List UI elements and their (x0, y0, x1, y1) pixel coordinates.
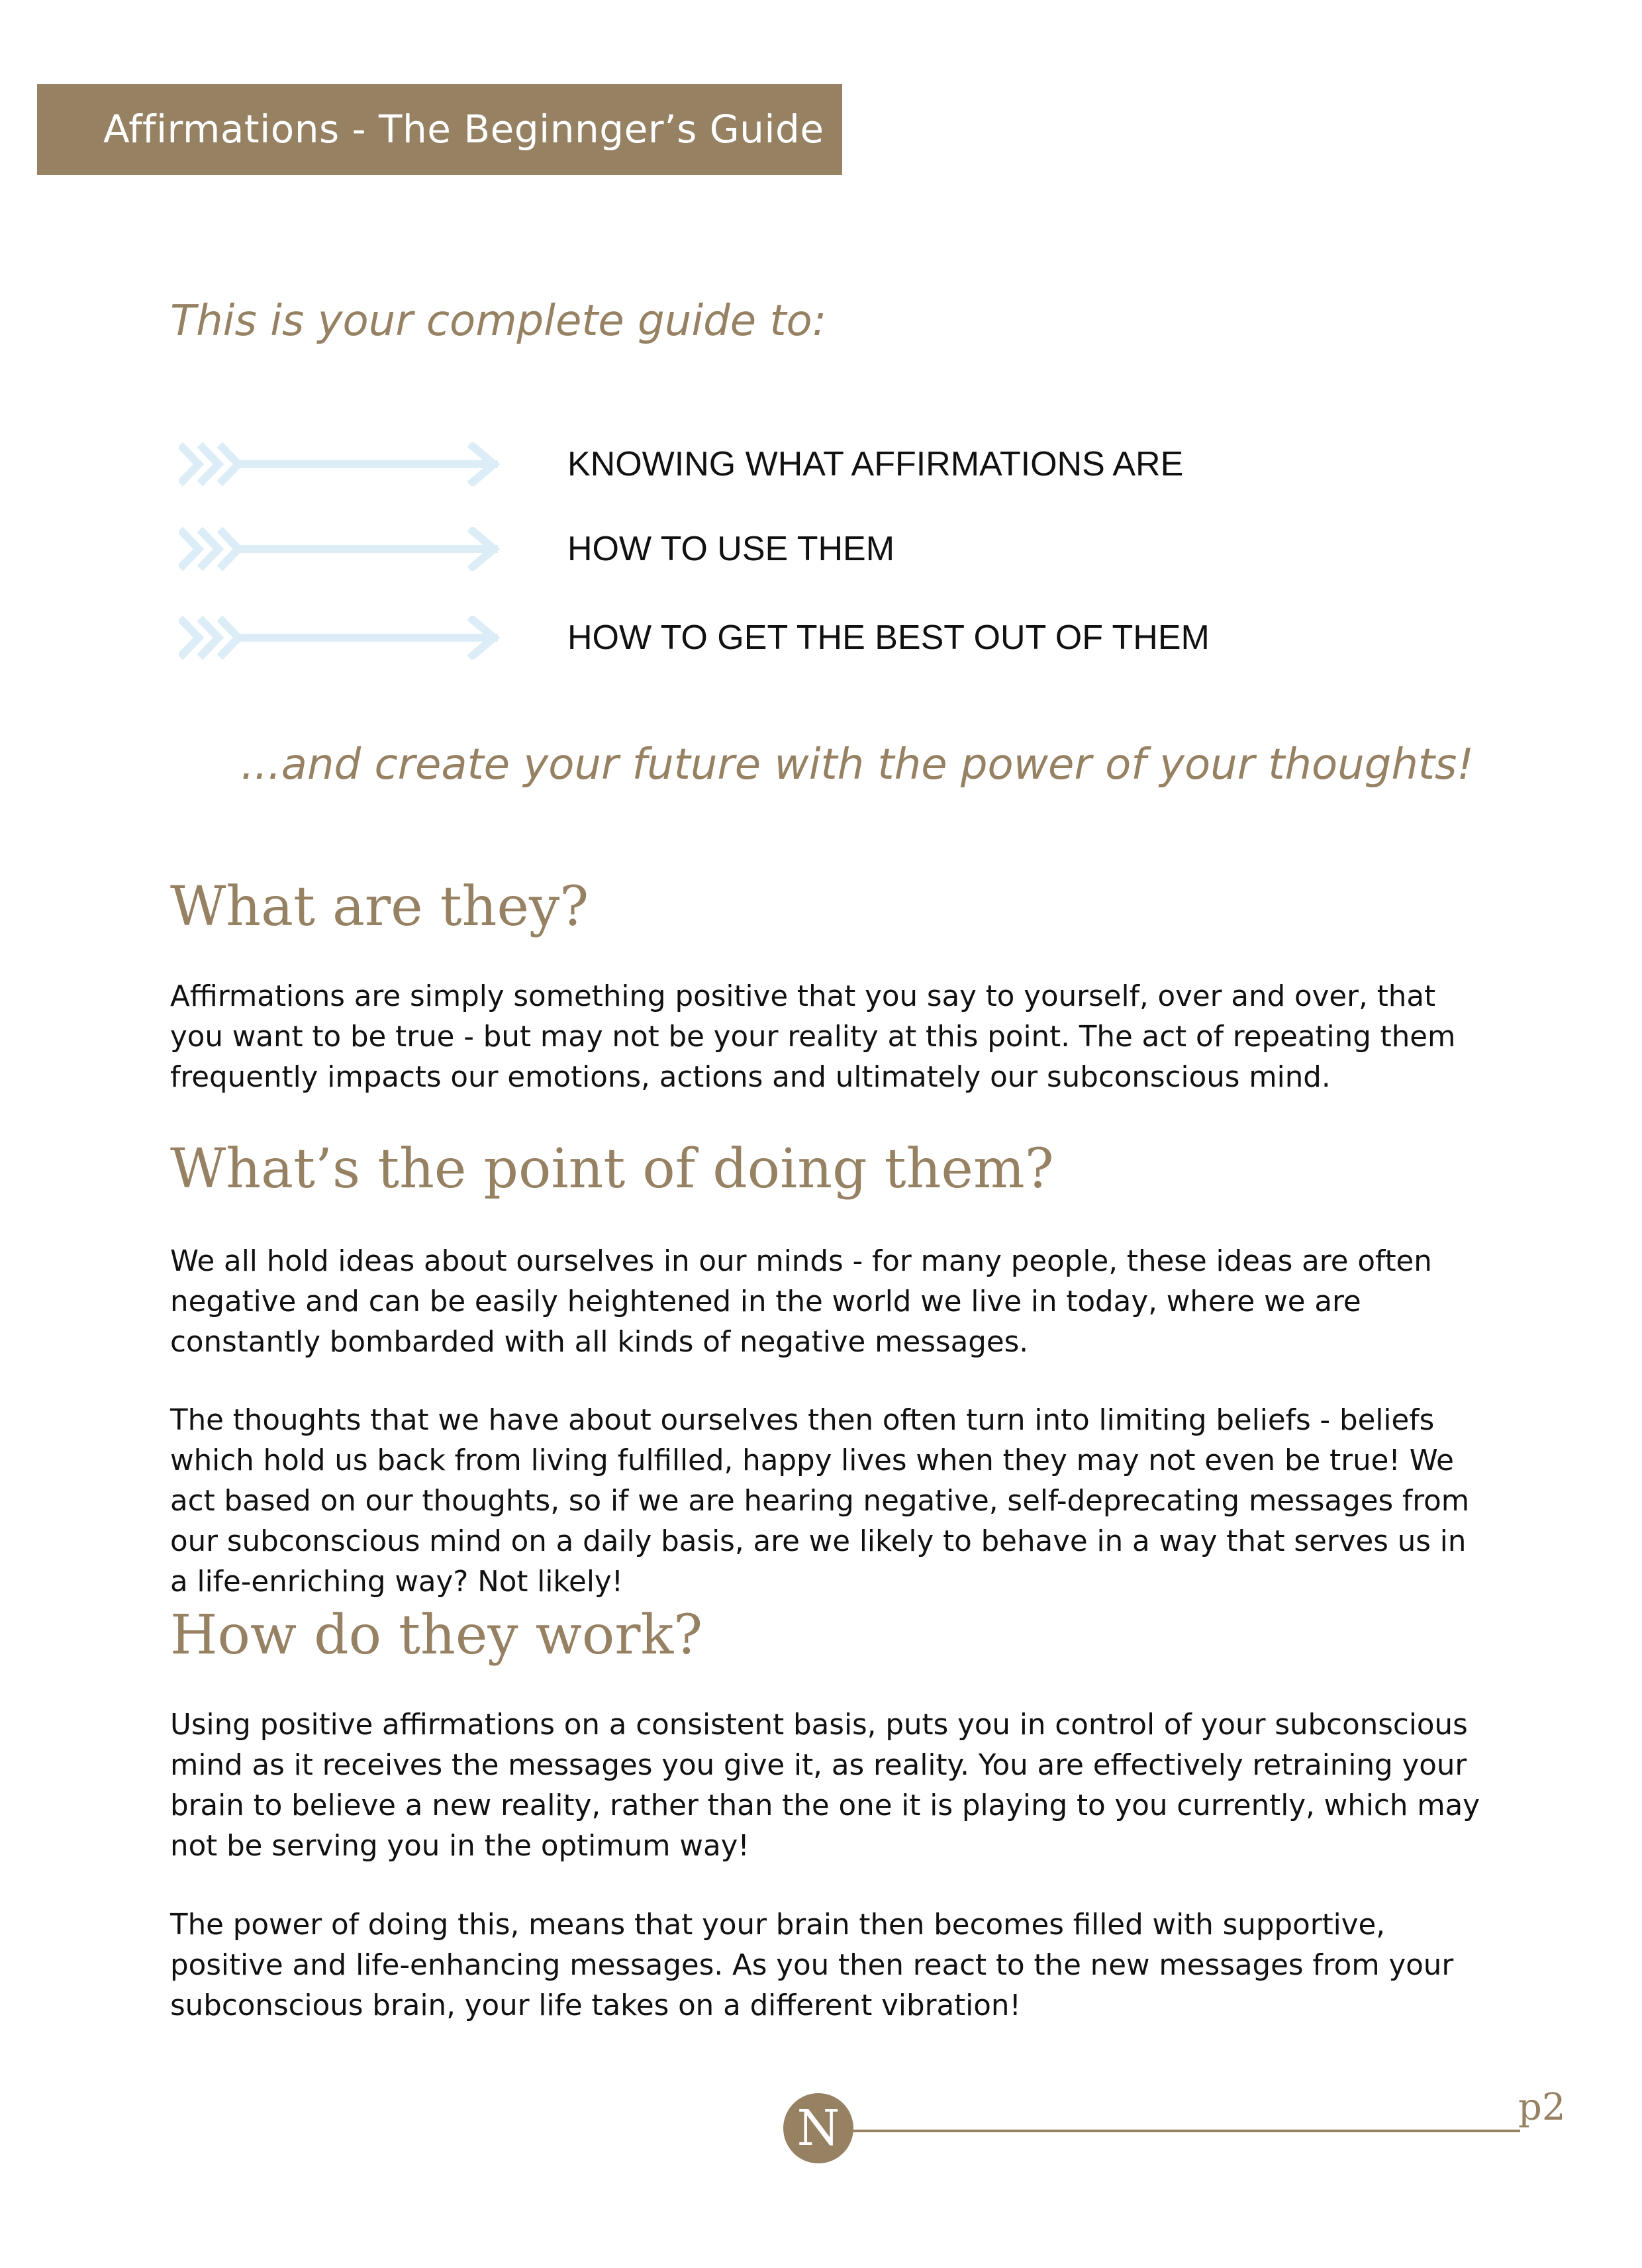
arrow-right-icon (179, 616, 503, 660)
guide-item-label: HOW TO GET THE BEST OUT OF THEM (567, 618, 1210, 657)
brand-logo: N (783, 2093, 853, 2163)
section-heading: How do they work? (170, 1604, 703, 1667)
guide-item-2 (179, 519, 1304, 579)
guide-item-1 (179, 434, 1304, 494)
footer-divider (840, 2130, 1520, 2132)
section-paragraph: Using positive affirmations on a consistent basis, puts you in control of your subconscious mind as it receives the messages you give it, as reality. You are effectively retraining your brain to believe a new reality, rather than the one it is playing to you currently, which may not be serving you in the optimum way! (170, 1708, 1480, 1863)
section-heading: What are they? (170, 875, 589, 938)
arrow-right-icon (179, 527, 503, 571)
intro-text: This is your complete guide to: (170, 297, 827, 346)
arrow-right-icon (179, 442, 503, 486)
section-paragraph: The power of doing this, means that your brain then becomes filled with supportive, positive and life-enhancing messages. As you then react to the new messages from your subconscious brain, your life takes on a different vibration! (170, 1908, 1454, 2022)
document-title: Affirmations - The Beginnger’s Guide (103, 107, 824, 152)
guide-item-label: KNOWING WHAT AFFIRMATIONS ARE (567, 445, 1184, 483)
section-paragraph: The thoughts that we have about ourselves then often turn into limiting beliefs - beliefs which hold us back from living fulfilled, happy lives when they may not even be true! We act based on our thoughts, so if we are hearing negative, self-deprecating messages from our subconscious mind on a daily basis, are we likely to behave in a way that serves us in a life-enriching way? Not likely! (170, 1404, 1470, 1599)
guide-item-3 (179, 608, 1304, 667)
section-paragraph: We all hold ideas about ourselves in our minds - for many people, these ideas are often negative and can be easily heightened in the world we live in today, where we are constantly bombarded with all kinds of negative messages. (170, 1245, 1432, 1359)
page-number: p2 (1518, 2086, 1566, 2129)
tagline: ...and create your future with the power of your thoughts! (240, 740, 1474, 789)
section-heading: What’s the point of doing them? (170, 1138, 1054, 1201)
guide-item-label: HOW TO USE THEM (567, 530, 895, 568)
section-paragraph: Affirmations are simply something positive that you say to yourself, over and over, that you want to be true - but may not be your reality at this point. The act of repeating them frequently impacts our emotions, actions and ultimately our subconscious mind. (170, 980, 1456, 1094)
header-band (37, 84, 842, 175)
